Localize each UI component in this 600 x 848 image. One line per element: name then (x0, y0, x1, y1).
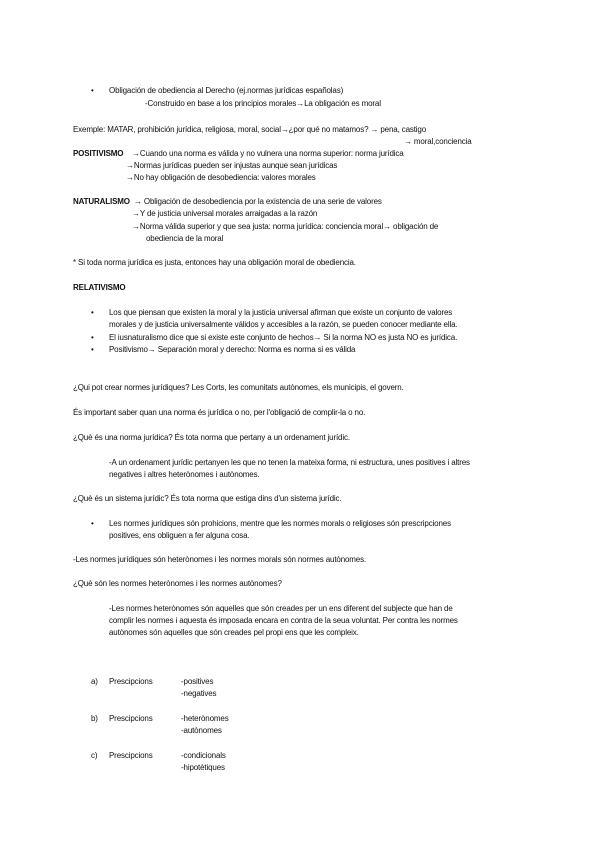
ejemplo-line-1: Exemple: MATAR, prohibición jurídica, religiosa, moral, social→¿por qué no matamos? → pena, castigo (73, 125, 427, 134)
obligacion-line-1: Obligación de obediencia al Derecho (ej.normas jurídicas españolas) (109, 86, 344, 95)
question-sistema-juridic: ¿Què és un sistema jurídic? És tota norma que estiga dins d'un sistema jurídic. (73, 494, 342, 503)
relativismo-item-2-line-1: El iusnaturalismo dice que si existe este conjunto de hechos→ Si la norma NO es justa NO es jurídica. (109, 333, 458, 342)
relativismo-bullet-3: • (91, 345, 94, 354)
question-heteronomes-autonomes: ¿Què són les normes heterònomes i les normes autònomes? (73, 579, 282, 588)
list-label-a: Prescipcions (109, 677, 153, 686)
relativismo-bullet-1: • (91, 308, 94, 317)
paragraph-important: És important saber quan una norma és jurídica o no, per l'obligació de complir-la o no. (73, 408, 366, 417)
prohibicions-line-2: positives, ens obliguen a fer alguna cosa. (109, 531, 250, 540)
positivismo-line-2: →Normas jurídicas pueden ser injustas aunque sean jurídicas (126, 161, 338, 170)
list-a-value-2: -negatives (181, 689, 217, 698)
naturalismo-line-2: →Y de justicia universal morales arraigadas a la razón (132, 209, 318, 218)
paragraph-heteronomes: -Les normes jurídiques són heterònomes i les normes morals són normes autònomes. (73, 555, 367, 564)
ordenament-line-2: negatives i altres heterònomes i autònomes. (109, 470, 260, 479)
prohibicions-bullet: • (91, 519, 94, 528)
naturalismo-line-4: obediencia de la moral (146, 234, 224, 243)
list-label-b: Prescipcions (109, 714, 153, 723)
ordenament-line-1: -A un ordenament jurídic pertanyen les que no tenen la mateixa forma, ni estructura, unes positives i altres (109, 458, 470, 467)
relativismo-item-1-line-1: Los que piensan que existen la moral y la justicia universal afirman que existe un conjunto de valores (109, 308, 453, 317)
relativismo-item-3-line-1: Positivismo→ Separación moral y derecho: Norma es norma si es válida (109, 345, 356, 354)
positivismo-label: POSITIVISMO (73, 149, 124, 158)
list-b-value-2: -autònomes (181, 726, 222, 735)
relativismo-bullet-2: • (91, 333, 94, 342)
relativismo-item-1-line-2: morales y de justicia universalmente válidos y accesibles a la razón, se pueden conocer mediante ella. (109, 320, 458, 329)
nota-text: * Si toda norma jurídica es justa, entonces hay una obligación moral de obediencia. (73, 258, 356, 267)
naturalismo-line-1: → Obligación de desobediencia por la existencia de una serie de valores (134, 197, 382, 206)
list-marker-a: a) (91, 677, 98, 686)
positivismo-line-3: →No hay obligación de desobediencia: valores morales (126, 173, 316, 182)
relativismo-title: RELATIVISMO (73, 283, 126, 292)
bullet-obligacion: • (91, 86, 94, 95)
list-label-c: Prescipcions (109, 751, 153, 760)
list-c-value-2: -hipotètiques (181, 763, 225, 772)
list-c-value-1: -condicionals (181, 751, 226, 760)
prohibicions-line-1: Les normes jurídiques són prohicions, mentre que les normes morals o religioses són prescripciones (109, 519, 451, 528)
question-qui-pot-crear: ¿Qui pot crear normes jurídiques? Les Corts, les comunitats autònomes, els municipis, el govern. (73, 383, 404, 392)
heteronomes-line-2: complir les normes i aquesta és imposada encara en contra de la seua voluntat. Per contra les normes (109, 616, 458, 625)
list-b-value-1: -heterònomes (181, 714, 229, 723)
obligacion-line-2: -Construido en base a los principios morales→La obligación es moral (145, 99, 381, 108)
question-norma-juridica: ¿Què és una norma jurídica? És tota norma que pertany a un ordenament jurídic. (73, 433, 350, 442)
list-marker-c: c) (91, 751, 98, 760)
heteronomes-line-1: -Les normes heterònomes són aquelles que són creades per un ens diferent del subjecte que han de (109, 604, 453, 613)
list-a-value-1: -positives (181, 677, 214, 686)
naturalismo-line-3: →Norma válida superior y que sea justa: norma jurídica: conciencia moral→ obligación de (132, 222, 439, 231)
ejemplo-line-2: → moral,conciencia (404, 137, 472, 146)
list-marker-b: b) (91, 714, 98, 723)
heteronomes-line-3: autònomes són aquelles que són creades pel propi ens que les compleix. (109, 628, 359, 637)
naturalismo-label: NATURALISMO (73, 197, 130, 206)
positivismo-line-1: →Cuando una norma es válida y no vulnera una norma superior: norma jurídica (132, 149, 404, 158)
